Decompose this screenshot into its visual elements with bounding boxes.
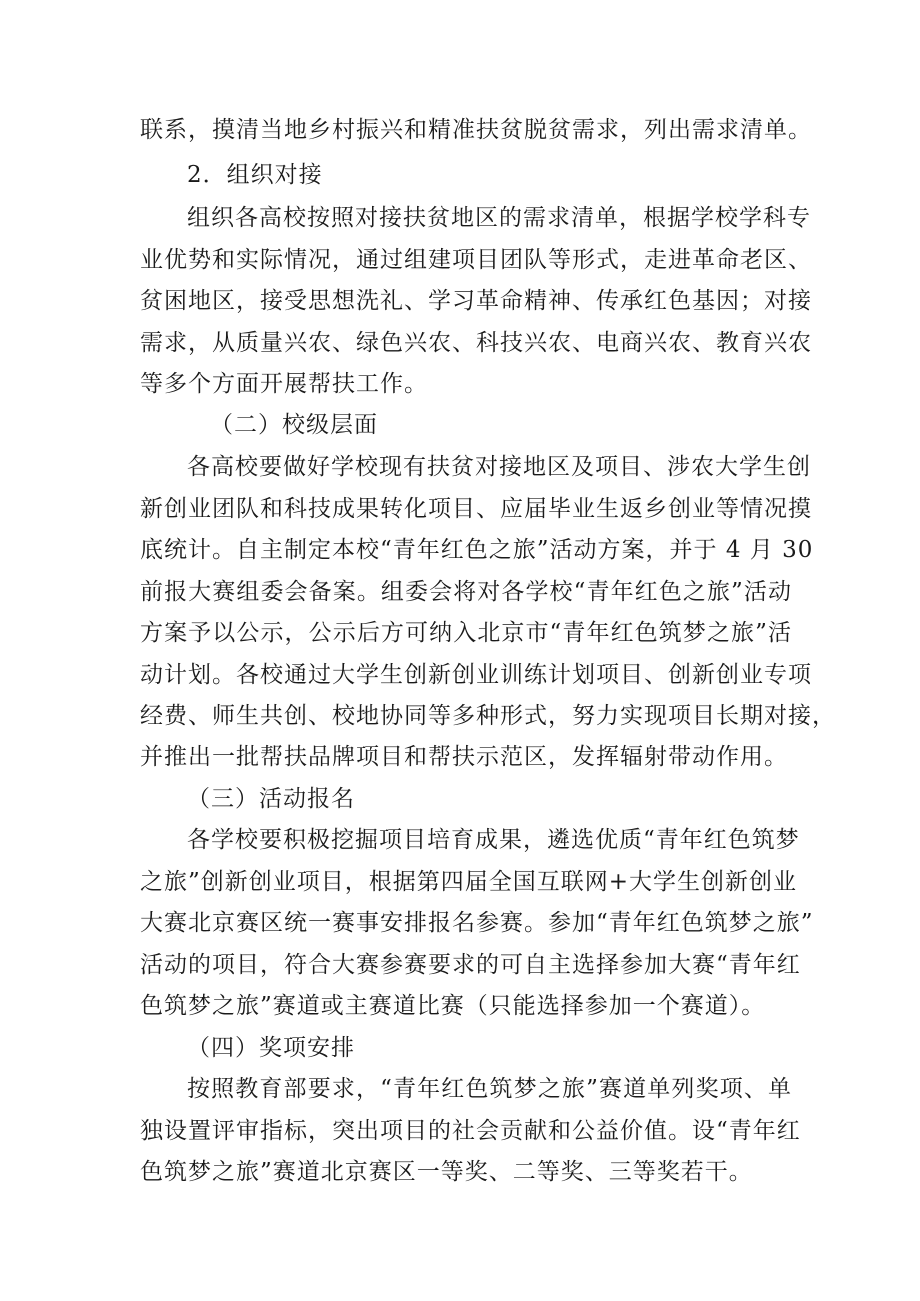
text-line: 组织各高校按照对接扶贫地区的需求清单，根据学校学科专 (187, 205, 811, 231)
section-heading: （四）奖项安排 (187, 1035, 355, 1061)
text-line: 贫困地区，接受思想洗礼、学习革命精神、传承红色基因；对接 (140, 288, 812, 314)
text-line: 并推出一批帮扶品牌项目和帮扶示范区，发挥辐射带动作用。 (140, 744, 788, 770)
text-line: 各学校要积极挖掘项目培育成果，遴选优质“青年红色筑梦 (187, 827, 800, 853)
text-line: 前报大赛组委会备案。组委会将对各学校“青年红色之旅”活动 (140, 579, 792, 605)
text-line: 按照教育部要求，“青年红色筑梦之旅”赛道单列奖项、单 (187, 1076, 792, 1102)
text-line: 之旅”创新创业项目，根据第四届全国互联网+大学生创新创业 (140, 869, 798, 895)
text-line: 各高校要做好学校现有扶贫对接地区及项目、涉农大学生创 (187, 454, 811, 480)
section-heading: 2．组织对接 (187, 162, 323, 188)
text-line: 底统计。自主制定本校“青年红色之旅”活动方案，并于 4 月 30 (140, 537, 814, 563)
text-line: 等多个方面开展帮扶工作。 (140, 371, 428, 397)
text-line: 大赛北京赛区统一赛事安排报名参赛。参加“青年红色筑梦之旅” (140, 910, 814, 936)
text-line: 色筑梦之旅”赛道北京赛区一等奖、二等奖、三等奖若干。 (140, 1159, 753, 1185)
text-line: 经费、师生共创、校地协同等多种形式，努力实现项目长期对接， (140, 703, 836, 729)
text-line: 活动的项目，符合大赛参赛要求的可自主选择参加大赛“青年红 (140, 952, 801, 978)
section-heading: （三）活动报名 (187, 786, 355, 812)
text-line: 方案予以公示，公示后方可纳入北京市“青年红色筑梦之旅”活 (140, 620, 792, 646)
text-line: 色筑梦之旅”赛道或主赛道比赛（只能选择参加一个赛道）。 (140, 993, 766, 1019)
text-line: 业优势和实际情况，通过组建项目团队等形式，走进革命老区、 (140, 247, 812, 273)
text-line: 动计划。各校通过大学生创新创业训练计划项目、创新创业专项 (140, 662, 812, 688)
text-line: 需求，从质量兴农、绿色兴农、科技兴农、电商兴农、教育兴农 (140, 330, 812, 356)
section-heading: （二）校级层面 (210, 412, 378, 438)
text-line: 独设置评审指标，突出项目的社会贡献和公益价值。设“青年红 (140, 1118, 801, 1144)
text-line: 新创业团队和科技成果转化项目、应届毕业生返乡创业等情况摸 (140, 496, 812, 522)
text-line: 联系，摸清当地乡村振兴和精准扶贫脱贫需求，列出需求清单。 (140, 117, 812, 143)
